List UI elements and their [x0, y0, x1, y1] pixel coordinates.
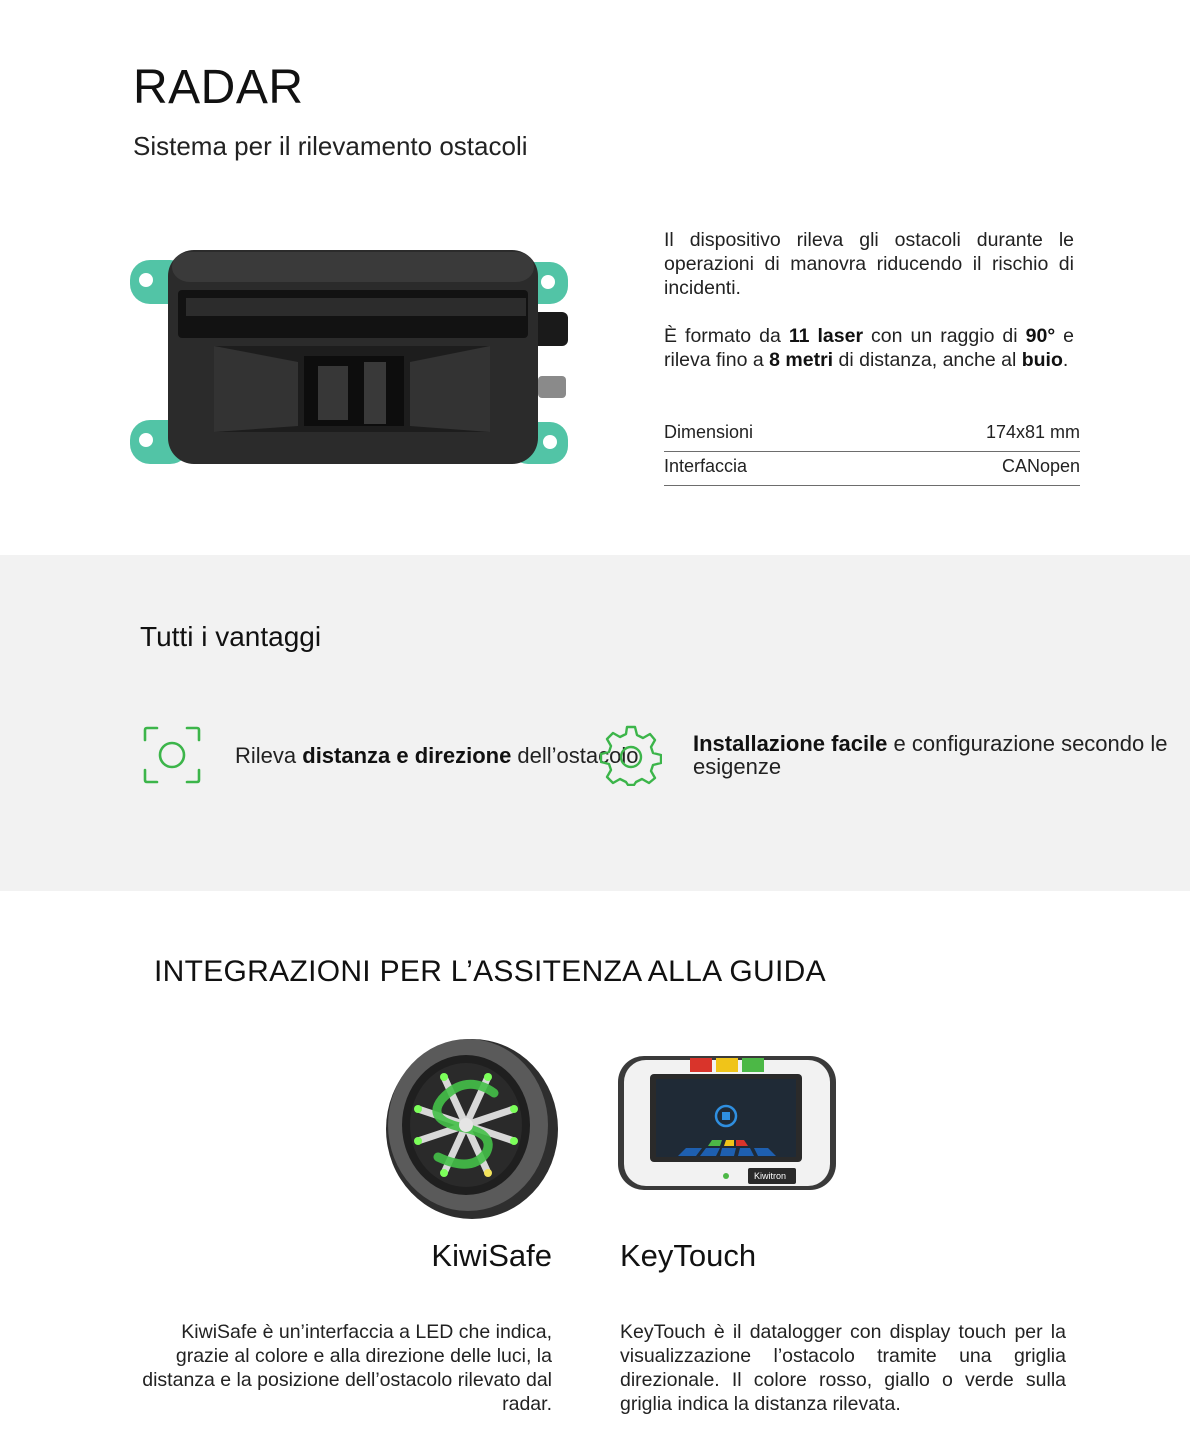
kiwisafe-description: KiwiSafe è un’interfaccia a LED che indica, grazie al colore e alla direzione delle luci, la distanza e la posizione dell’ostacolo rilevato dal radar. [142, 1321, 552, 1415]
gear-icon [600, 723, 662, 787]
benefit-text: Installazione facile e configurazione secondo le esigenze [693, 731, 1168, 779]
kiwisafe-product-image [376, 1033, 562, 1219]
spec-row-dimensions [664, 418, 1080, 452]
spec-value: 174x81 mm [985, 422, 1080, 442]
page-title: RADAR [133, 61, 304, 114]
keytouch-product-image [616, 1052, 838, 1192]
spec-value: CANopen [1001, 456, 1080, 476]
radar-product-image [128, 246, 572, 468]
integrations-title: INTEGRAZIONI PER L’ASSITENZA ALLA GUIDA [154, 955, 826, 988]
description-paragraph-2: È formato da 11 laser con un raggio di 90° e rileva fino a 8 metri di distanza, anche al buio. [664, 325, 1074, 371]
benefits-section [0, 555, 1190, 891]
spec-row-interface [664, 452, 1080, 486]
page-subtitle: Sistema per il rilevamento ostacoli [133, 131, 528, 161]
product-description [664, 228, 1074, 396]
spec-label: Interfaccia [664, 456, 748, 476]
benefits-title: Tutti i vantaggi [140, 621, 322, 652]
viewfinder-icon [140, 723, 204, 787]
spec-label: Dimensioni [664, 422, 754, 442]
keytouch-description: KeyTouch è il datalogger con display touch per la visualizzazione l’ostacolo tramite una griglia direzionale. Il colore rosso, giallo o verde sulla griglia indica la distanza rilevata. [620, 1321, 1066, 1415]
keytouch-brand-label: Kiwitron [754, 1171, 787, 1181]
benefit-item [140, 723, 639, 787]
keytouch-name: KeyTouch [620, 1238, 757, 1273]
specs-table [664, 418, 1080, 486]
kiwisafe-name: KiwiSafe [431, 1238, 552, 1273]
benefit-item [600, 723, 1190, 787]
benefit-text: Rileva distanza e direzione dell’ostacolo [235, 742, 639, 768]
description-paragraph-1: Il dispositivo rileva gli ostacoli durante le operazioni di manovra riducendo il rischio di incidenti. [664, 229, 1074, 299]
